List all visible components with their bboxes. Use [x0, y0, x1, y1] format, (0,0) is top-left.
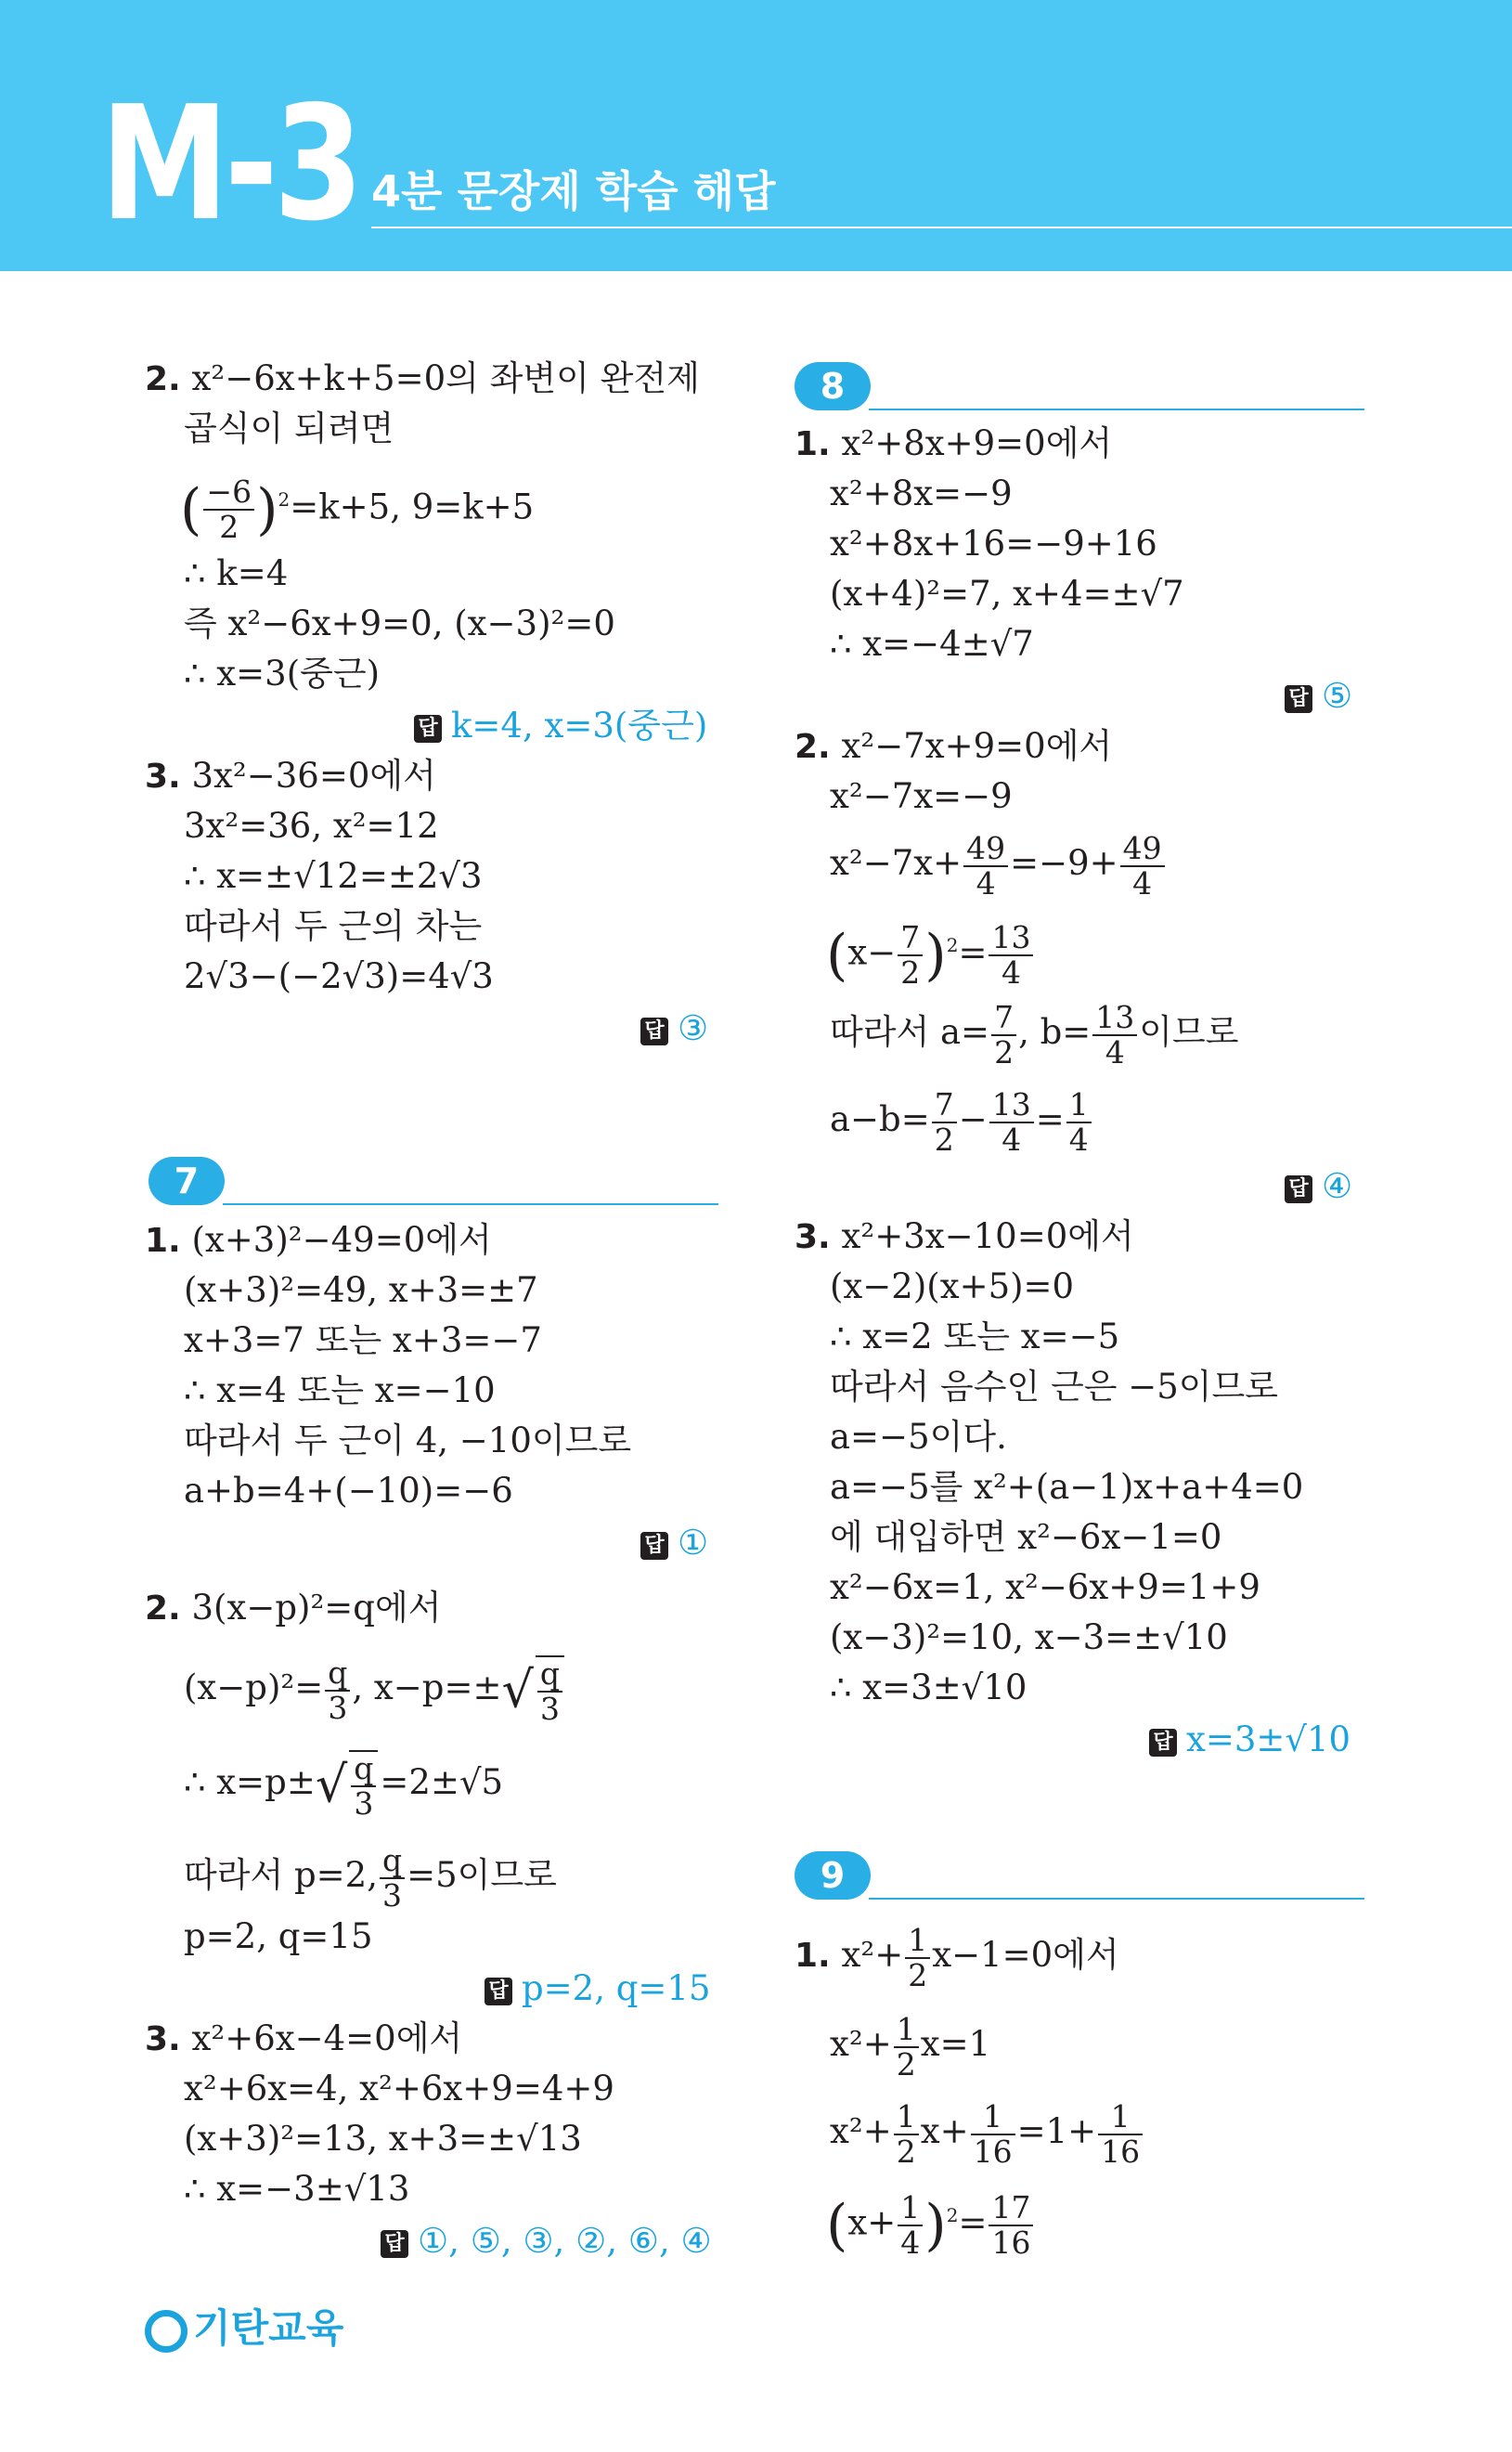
s8-problem-3-answer: 답 x=3±√10	[1149, 1719, 1350, 1760]
problem-3-line-3: ∴ x=±√12=±2√3	[184, 856, 483, 896]
s7-problem-1-line-4: ∴ x=4 또는 x=−10	[184, 1370, 496, 1410]
s8-problem-1-line-3: x²+8x+16=−9+16	[830, 524, 1157, 564]
problem-3-line-5: 2√3−(−2√3)=4√3	[184, 956, 494, 996]
s8-problem-2-line-4: (x− $\frac{7}{2}$ )$^2$= $\frac{13}{4}$	[826, 908, 1035, 992]
s8-problem-1-line-2: x²+8x=−9	[830, 474, 1013, 513]
unit-subtitle: 4분 문장제 학습 해답	[371, 166, 776, 216]
s7-problem-2-line-1: 2. 3(x−p)²=q에서	[145, 1588, 442, 1628]
s7-problem-1-line-3: x+3=7 또는 x+3=−7	[184, 1320, 542, 1360]
answer-mark-icon: 답	[381, 2230, 408, 2258]
problem-2-line-4: ∴ k=4	[184, 553, 289, 593]
brand-g-icon	[145, 2310, 187, 2353]
s8-problem-3-line-8: x²−6x=1, x²−6x+9=1+9	[830, 1567, 1260, 1607]
s9-problem-1-line-2: x²+ $\frac{1}{2}$ x=1	[830, 2010, 991, 2082]
s8-problem-3-line-9: (x−3)²=10, x−3=±√10	[830, 1617, 1228, 1657]
problem-3-line-4: 따라서 두 근의 차는	[184, 906, 483, 946]
s8-problem-3-line-1: 3. x²+3x−10=0에서	[795, 1216, 1134, 1256]
s7-problem-3-line-1: 3. x²+6x−4=0에서	[145, 2018, 463, 2058]
s8-problem-1-line-4: (x+4)²=7, x+4=±√7	[830, 574, 1184, 614]
problem-2-line-5: 즉 x²−6x+9=0, (x−3)²=0	[184, 603, 615, 643]
problem-2-line-6: ∴ x=3(중근)	[184, 654, 381, 694]
section-7-rule	[223, 1203, 718, 1205]
s7-problem-2-line-3: ∴ x=p±√ $\frac{q}{3}$ =2±√5	[184, 1749, 504, 1822]
s8-problem-3-line-2: (x−2)(x+5)=0	[830, 1266, 1075, 1306]
s7-problem-1-answer: 답 ①	[640, 1523, 708, 1563]
section-8-badge: 8	[795, 362, 871, 410]
s9-problem-1-line-4: (x+ $\frac{1}{4}$ )$^2$= $\frac{17}{16}$	[826, 2178, 1035, 2263]
problem-2-line-3: ( $\frac{-6}{2}$ )$^2$=k+5, 9=k+5	[180, 473, 535, 545]
section-9-rule	[869, 1898, 1364, 1900]
s7-problem-1-line-1: 1. (x+3)²−49=0에서	[145, 1220, 492, 1260]
s7-problem-3-line-4: ∴ x=−3±√13	[184, 2169, 410, 2209]
problem-3-line-1: 3. 3x²−36=0에서	[145, 756, 436, 796]
brand-logo	[145, 2298, 343, 2354]
s8-problem-2-line-1: 2. x²−7x+9=0에서	[795, 726, 1113, 766]
s7-problem-2-line-2: (x−p)²= $\frac{q}{3}$ , x−p=±√ $\frac{q}{3}$	[184, 1649, 566, 1730]
s8-problem-1-line-1: 1. x²+8x+9=0에서	[795, 423, 1113, 463]
s8-problem-3-line-3: ∴ x=2 또는 x=−5	[830, 1317, 1120, 1356]
s8-problem-3-line-6: a=−5를 x²+(a−1)x+a+4=0	[830, 1467, 1304, 1507]
answer-mark-icon: 답	[1285, 685, 1312, 713]
s8-problem-2-line-5: 따라서 a= $\frac{7}{2}$ , b= $\frac{13}{4}$ 이므로	[830, 998, 1239, 1070]
section-8-rule	[869, 409, 1364, 410]
s7-problem-2-answer: 답 p=2, q=15	[485, 1968, 711, 2009]
s7-problem-1-line-2: (x+3)²=49, x+3=±7	[184, 1270, 538, 1310]
s8-problem-2-line-2: x²−7x=−9	[830, 776, 1013, 816]
s7-problem-3-line-3: (x+3)²=13, x+3=±√13	[184, 2119, 582, 2159]
s7-problem-3-line-2: x²+6x=4, x²+6x+9=4+9	[184, 2069, 614, 2108]
s8-problem-2-line-3: x²−7x+ $\frac{49}{4}$ =−9+ $\frac{49}{4}$	[830, 826, 1167, 901]
answer-mark-icon: 답	[1149, 1729, 1177, 1757]
problem-2-line-2: 곱식이 되려면	[184, 409, 394, 448]
problem-3-answer: 답 ③	[640, 1008, 708, 1049]
answer-mark-icon: 답	[640, 1532, 668, 1560]
answer-mark-icon: 답	[640, 1018, 668, 1045]
answer-mark-icon: 답	[1285, 1175, 1312, 1203]
s7-problem-1-line-6: a+b=4+(−10)=−6	[184, 1471, 513, 1511]
unit-code: M-3	[100, 72, 359, 256]
header-banner	[0, 0, 1512, 271]
s8-problem-3-line-4: 따라서 음수인 근은 −5이므로	[830, 1367, 1278, 1407]
header-rule	[371, 227, 1512, 228]
s9-problem-1-line-1: 1. x²+ $\frac{1}{2}$ x−1=0에서	[795, 1921, 1119, 1993]
s9-problem-1-line-3: x²+ $\frac{1}{2}$ x+ $\frac{1}{16}$ =1+ $\frac{1}{16}$	[830, 2095, 1144, 2169]
problem-3-line-2: 3x²=36, x²=12	[184, 806, 439, 846]
problem-2-line-1: 2. x²−6x+k+5=0의 좌변이 완전제	[145, 358, 700, 398]
answer-mark-icon: 답	[414, 715, 442, 743]
s8-problem-3-line-7: 에 대입하면 x²−6x−1=0	[830, 1517, 1222, 1557]
section-9-badge: 9	[795, 1851, 871, 1900]
s8-problem-1-line-5: ∴ x=−4±√7	[830, 624, 1034, 664]
s8-problem-3-line-5: a=−5이다.	[830, 1417, 1007, 1457]
s7-problem-3-answer: 답 ①, ⑤, ③, ②, ⑥, ④	[381, 2221, 712, 2262]
s8-problem-1-answer: 답 ⑤	[1285, 676, 1352, 717]
answer-mark-icon: 답	[485, 1978, 512, 2005]
s8-problem-3-line-10: ∴ x=3±√10	[830, 1667, 1027, 1707]
s8-problem-2-line-6: a−b= $\frac{7}{2}$ − $\frac{13}{4}$ = $\frac{1}{4}$	[830, 1083, 1093, 1157]
s7-problem-1-line-5: 따라서 두 근이 4, −10이므로	[184, 1421, 632, 1460]
section-7-badge: 7	[149, 1157, 225, 1205]
s7-problem-2-line-5: p=2, q=15	[184, 1916, 373, 1956]
brand-name: 기탄교육	[193, 2305, 344, 2351]
s8-problem-2-answer: 답 ④	[1285, 1166, 1352, 1207]
problem-2-answer: 답 k=4, x=3(중근)	[414, 706, 707, 746]
s7-problem-2-line-4: 따라서 p=2, $\frac{q}{3}$ =5이므로	[184, 1841, 557, 1914]
